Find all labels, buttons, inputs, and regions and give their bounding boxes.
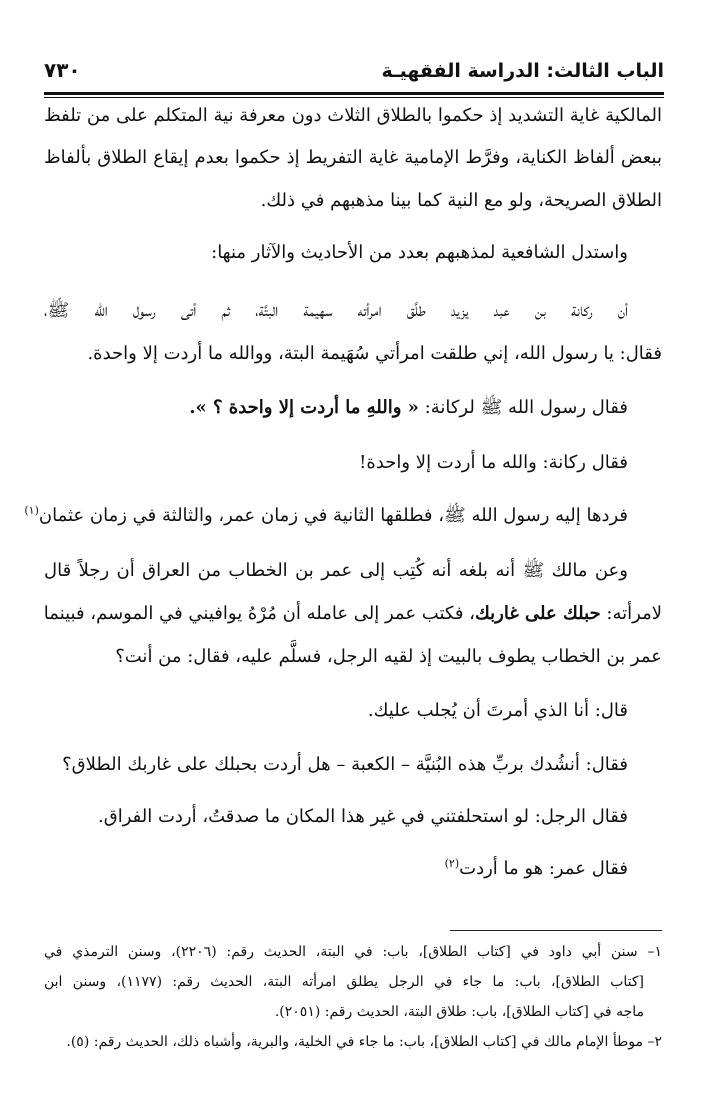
- header-rule-thick: [44, 92, 664, 95]
- para4-prefix: فقال رسول الله ﷺ لركانة:: [424, 397, 628, 418]
- footnote-2-line: ٢– موطأ الإمام مالك في [كتاب الطلاق]، باب: ما جاء في الخلية، والبرية، وأشباه ذلك، الحديث رقم: (٥).: [66, 1034, 662, 1050]
- para5-line: فقال ركانة: والله ما أردت إلا واحدة!: [359, 452, 628, 473]
- para7-line2: [44, 601, 662, 627]
- para11-text: فقال عمر: هو ما أردت: [459, 858, 628, 879]
- para7-line2-rest: ، فكتب عمر إلى عامله أن مُرْهُ يوافيني في الموسم، فبينما: [43, 603, 475, 624]
- para1-line1: المالكية غاية التشديد إذ حكموا بالطلاق الثلاث دون معرفة نية المتكلم على من تلفظ: [44, 105, 663, 126]
- header-rule-thin: [44, 97, 664, 98]
- para2-line: واستدل الشافعية لمذهبهم بعدد من الأحاديث والآثار منها:: [211, 242, 628, 263]
- footnote-1-line2: [كتاب الطلاق]، باب: ما جاء في الرجل يطلق امرأته البتة، الحديث رقم: (١١٧٧)، وسنن ابن: [44, 974, 644, 990]
- page-header: [44, 56, 664, 92]
- footnote-ref-2: (٢): [444, 857, 460, 870]
- footnote-ref-1: (١): [24, 504, 39, 517]
- para4-quote: « واللهِ ما أردت إلا واحدة ؟ ».: [189, 397, 419, 418]
- page-number: ٧٣٠: [44, 58, 81, 82]
- footnote-1-line1: ١– سنن أبي داود في [كتاب الطلاق]، باب: في البتة، الحديث رقم: (٢٢٠٦)، وسنن الترمذي في: [44, 944, 662, 960]
- para10-line: فقال الرجل: لو استحلفتني في غير هذا المكان ما صدقتُ، أردت الفراق.: [98, 806, 628, 827]
- footnote-separator: [450, 930, 662, 931]
- para6-text: فردها إليه رسول الله ﷺ، فطلقها الثانية في زمان عمر، والثالثة في زمان عثمان: [38, 505, 628, 526]
- chapter-title: الباب الثالث: الدراسة الفقهيـة: [381, 60, 664, 82]
- para8-line: قال: أنا الذي أمرتَ أن يُجلب عليك.: [367, 700, 628, 721]
- footnote-1-line3: ماجه في [كتاب الطلاق]، باب: طلاق البتة، الحديث رقم: (٢٠٥١).: [274, 1004, 644, 1020]
- para11-line: [445, 856, 628, 882]
- para7-line2-bold: حبلك على غاربك: [474, 603, 601, 624]
- para7-line3: عمر بن الخطاب يطوف بالبيت إذ لقيه الرجل، فسلَّم عليه، فقال: من أنت؟: [115, 646, 662, 667]
- para3-line2: فقال: يا رسول الله، إني طلقت امرأتي سُهَيمة البتة، ووالله ما أردت إلا واحدة.: [87, 343, 662, 364]
- para1-line2: ببعض ألفاظ الكناية، وفرَّط الإمامية غاية التفريط إذ حكموا بعدم إيقاع الطلاق بألفاظ: [44, 147, 662, 168]
- para4-line: [189, 395, 628, 421]
- para7-line2-prefix: لامرأته:: [606, 603, 662, 624]
- para9-line: فقال: أنشُدك بربِّ هذه البُنيَّة – الكعبة – هل أردت بحبلك على غاربك الطلاق؟: [62, 754, 628, 775]
- para7-line1: وعن مالك ﷺ أنه بلغه أنه كُتِب إلى عمر بن الخطاب من العراق أن رجلاً قال: [44, 560, 628, 581]
- para1-line3: الطلاق الصريحة، ولو مع النية كما بينا مذهبهم في ذلك.: [260, 190, 662, 211]
- para6-line: [24, 503, 628, 529]
- para3-line1: أن ركانة بن عبد يزيد طلَّق امرأته سهيمة البتَّة، ثم أتى رسول الله ﷺ،: [44, 300, 628, 321]
